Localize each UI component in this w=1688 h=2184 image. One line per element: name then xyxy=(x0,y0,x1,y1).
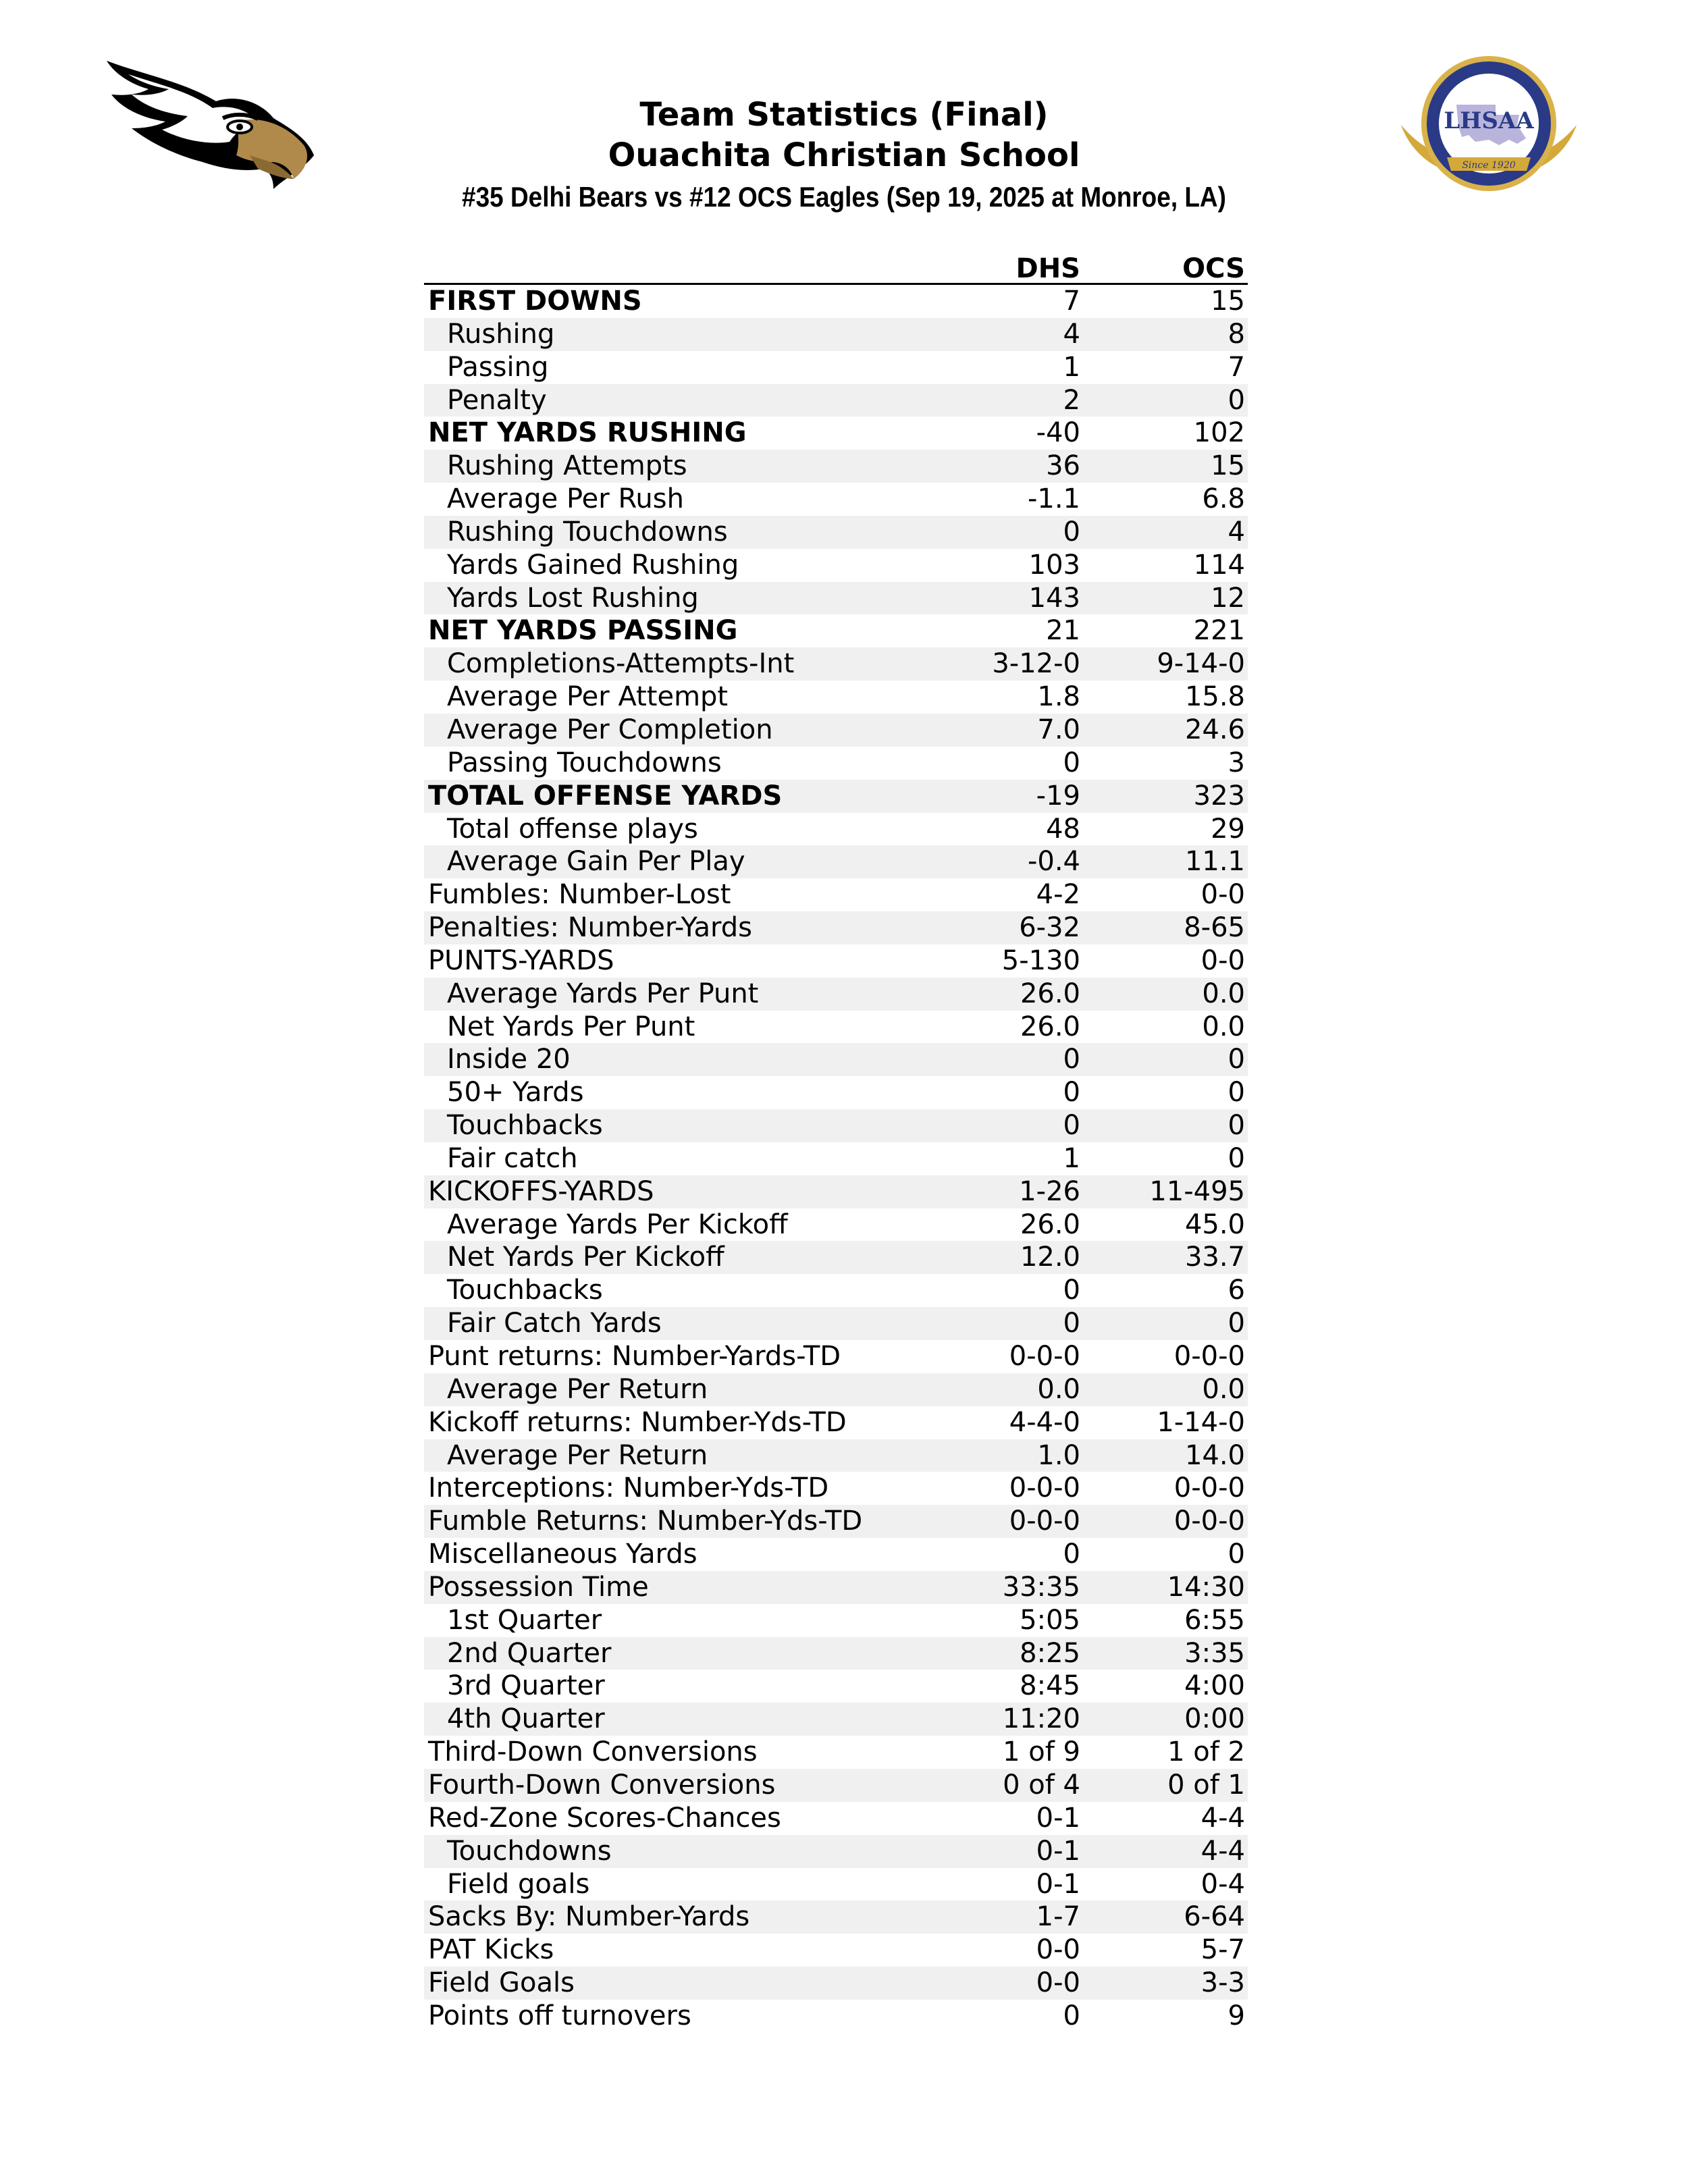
stat-value-dhs: 0-0 xyxy=(1036,1967,1080,1999)
stat-value-ocs: 14:30 xyxy=(1167,1571,1245,1603)
stat-value-dhs: 0-0-0 xyxy=(1009,1341,1080,1372)
table-row xyxy=(424,1967,1248,2000)
stat-label: Kickoff returns: Number-Yds-TD xyxy=(428,1406,847,1438)
stat-label: Completions-Attempts-Int xyxy=(447,648,795,680)
stat-value-dhs: 0-1 xyxy=(1036,1868,1080,1900)
stat-label: Passing Touchdowns xyxy=(447,747,722,778)
stat-label: Points off turnovers xyxy=(428,2000,691,2031)
stat-value-dhs: 4-2 xyxy=(1036,879,1080,911)
team-stats-table xyxy=(424,252,1248,2033)
stat-value-dhs: 8:25 xyxy=(1020,1637,1080,1669)
matchup-line: #35 Delhi Bears vs #12 OCS Eagles (Sep 19, 2025 at Monroe, LA) xyxy=(462,181,1226,213)
table-row xyxy=(424,1307,1248,1340)
table-header xyxy=(424,252,1248,285)
svg-text:LHSAA: LHSAA xyxy=(1444,107,1534,134)
stat-value-ocs: 0 xyxy=(1228,1044,1245,1075)
stat-value-ocs: 3-3 xyxy=(1201,1967,1245,1999)
table-row xyxy=(424,878,1248,911)
stat-value-dhs: 26.0 xyxy=(1020,1208,1080,1240)
stat-label: 4th Quarter xyxy=(447,1703,605,1735)
stat-value-ocs: 3:35 xyxy=(1184,1637,1245,1669)
stat-value-dhs: 6-32 xyxy=(1019,912,1080,944)
stat-value-ocs: 0:00 xyxy=(1184,1703,1245,1735)
stat-value-dhs: 7.0 xyxy=(1037,714,1080,745)
stat-value-dhs: 1.8 xyxy=(1037,681,1080,713)
stat-value-dhs: 1 xyxy=(1063,1142,1080,1174)
table-row xyxy=(424,1802,1248,1835)
stat-label: Average Per Completion xyxy=(447,714,773,745)
stat-value-ocs: 7 xyxy=(1228,351,1245,383)
stat-value-dhs: 0-1 xyxy=(1036,1835,1080,1867)
table-row xyxy=(424,1011,1248,1044)
table-row xyxy=(424,1274,1248,1307)
stat-value-ocs: 0.0 xyxy=(1202,978,1245,1009)
stat-label: Net Yards Per Punt xyxy=(447,1011,695,1042)
table-row xyxy=(424,681,1248,714)
stat-value-ocs: 29 xyxy=(1211,813,1245,845)
table-row xyxy=(424,285,1248,318)
stat-value-dhs: 26.0 xyxy=(1020,978,1080,1009)
stat-value-ocs: 8-65 xyxy=(1184,912,1245,944)
stat-value-dhs: 0 xyxy=(1063,1110,1080,1142)
stat-label: Rushing xyxy=(447,318,555,350)
report-title: Team Statistics (Final) xyxy=(639,96,1049,134)
stat-value-dhs: 48 xyxy=(1046,813,1080,845)
stat-value-ocs: 323 xyxy=(1193,780,1245,811)
stat-value-ocs: 0 xyxy=(1228,1110,1245,1142)
stat-value-ocs: 9-14-0 xyxy=(1157,648,1245,680)
table-row xyxy=(424,1604,1248,1637)
table-row xyxy=(424,450,1248,483)
table-row xyxy=(424,647,1248,681)
stat-value-ocs: 8 xyxy=(1228,318,1245,350)
table-row xyxy=(424,978,1248,1011)
table-row xyxy=(424,1571,1248,1604)
stat-label: NET YARDS PASSING xyxy=(428,615,738,647)
table-row xyxy=(424,1472,1248,1505)
stat-value-dhs: 11:20 xyxy=(1002,1703,1080,1735)
stat-label: Field goals xyxy=(447,1868,590,1900)
stat-label: PAT Kicks xyxy=(428,1934,554,1966)
stat-value-dhs: 3-12-0 xyxy=(992,648,1080,680)
stat-value-dhs: 4 xyxy=(1063,318,1080,350)
stat-value-ocs: 4-4 xyxy=(1201,1802,1245,1834)
stat-value-dhs: 1 xyxy=(1063,351,1080,383)
stat-value-dhs: 0 xyxy=(1063,516,1080,548)
stat-value-dhs: 1-7 xyxy=(1036,1901,1080,1933)
stat-value-ocs: 114 xyxy=(1193,549,1245,581)
stat-value-dhs: 0 xyxy=(1063,747,1080,778)
stat-value-ocs: 3 xyxy=(1228,747,1245,778)
stat-value-dhs: 21 xyxy=(1046,615,1080,647)
table-row xyxy=(424,1439,1248,1472)
table-row xyxy=(424,1670,1248,1703)
stat-label: Rushing Touchdowns xyxy=(447,516,728,548)
stat-value-ocs: 0-4 xyxy=(1201,1868,1245,1900)
stat-label: Touchbacks xyxy=(447,1110,603,1142)
stat-value-dhs: 26.0 xyxy=(1020,1011,1080,1042)
stat-label: Third-Down Conversions xyxy=(428,1736,758,1768)
stat-value-ocs: 6:55 xyxy=(1184,1604,1245,1636)
stat-value-dhs: 0-0-0 xyxy=(1009,1506,1080,1537)
stat-value-ocs: 4:00 xyxy=(1184,1670,1245,1702)
table-row xyxy=(424,1505,1248,1538)
stat-label: 50+ Yards xyxy=(447,1077,584,1109)
stat-label: Yards Lost Rushing xyxy=(447,582,699,614)
table-row xyxy=(424,1142,1248,1175)
table-row xyxy=(424,944,1248,978)
school-name: Ouachita Christian School xyxy=(608,136,1080,174)
report-header xyxy=(0,95,1688,217)
stat-value-dhs: 36 xyxy=(1046,450,1080,482)
stat-label: Fair Catch Yards xyxy=(447,1308,662,1339)
stat-value-ocs: 6.8 xyxy=(1202,483,1245,515)
table-row xyxy=(424,351,1248,384)
svg-text:Since 1920: Since 1920 xyxy=(1462,160,1516,171)
stat-label: PUNTS-YARDS xyxy=(428,944,614,976)
table-row xyxy=(424,911,1248,944)
table-row xyxy=(424,780,1248,813)
table-row xyxy=(424,1703,1248,1736)
table-row xyxy=(424,549,1248,582)
table-row xyxy=(424,1109,1248,1142)
stat-value-dhs: 8:45 xyxy=(1020,1670,1080,1702)
table-row xyxy=(424,1241,1248,1274)
stat-label: Yards Gained Rushing xyxy=(447,549,739,581)
stat-value-ocs: 4-4 xyxy=(1201,1835,1245,1867)
stat-value-ocs: 0 xyxy=(1228,384,1245,416)
stat-label: Rushing Attempts xyxy=(447,450,687,482)
stat-label: Penalty xyxy=(447,384,547,416)
stat-value-dhs: 5:05 xyxy=(1020,1604,1080,1636)
stat-value-dhs: -19 xyxy=(1036,780,1080,811)
table-row xyxy=(424,714,1248,747)
table-row xyxy=(424,614,1248,647)
stat-value-dhs: 5-130 xyxy=(1001,944,1080,976)
stat-value-ocs: 1 of 2 xyxy=(1167,1736,1245,1768)
stat-label: Average Per Rush xyxy=(447,483,684,515)
stat-value-ocs: 6 xyxy=(1228,1275,1245,1306)
table-row xyxy=(424,1340,1248,1373)
stat-value-ocs: 15 xyxy=(1211,286,1245,317)
stat-label: Field Goals xyxy=(428,1967,575,1999)
stat-label: Touchbacks xyxy=(447,1275,603,1306)
table-body xyxy=(424,285,1248,2033)
stat-label: Punt returns: Number-Yards-TD xyxy=(428,1341,841,1372)
stat-value-ocs: 0-0-0 xyxy=(1173,1472,1245,1504)
stat-value-dhs: 2 xyxy=(1063,384,1080,416)
table-row xyxy=(424,1175,1248,1208)
stat-value-ocs: 33.7 xyxy=(1184,1242,1245,1273)
table-row xyxy=(424,1373,1248,1406)
table-row xyxy=(424,1934,1248,1967)
stat-value-dhs: -0.4 xyxy=(1027,846,1080,878)
stat-value-dhs: 0 xyxy=(1063,1539,1080,1570)
table-row xyxy=(424,1043,1248,1076)
table-row xyxy=(424,582,1248,615)
stat-label: Net Yards Per Kickoff xyxy=(447,1242,724,1273)
stat-value-ocs: 221 xyxy=(1193,615,1245,647)
table-row xyxy=(424,1868,1248,1901)
stat-label: Penalties: Number-Yards xyxy=(428,912,752,944)
stat-value-ocs: 0-0-0 xyxy=(1173,1506,1245,1537)
stat-label: Interceptions: Number-Yds-TD xyxy=(428,1472,829,1504)
stat-value-ocs: 0.0 xyxy=(1202,1011,1245,1042)
stat-value-dhs: 143 xyxy=(1028,582,1080,614)
table-row xyxy=(424,845,1248,878)
stat-label: Possession Time xyxy=(428,1571,649,1603)
stat-value-ocs: 0.0 xyxy=(1202,1373,1245,1405)
stat-value-dhs: 33:35 xyxy=(1002,1571,1080,1603)
table-row xyxy=(424,483,1248,516)
stat-value-dhs: 0 xyxy=(1063,1044,1080,1075)
stat-label: Average Per Return xyxy=(447,1373,708,1405)
stat-value-ocs: 5-7 xyxy=(1201,1934,1245,1966)
stat-value-ocs: 4 xyxy=(1228,516,1245,548)
stat-label: Sacks By: Number-Yards xyxy=(428,1901,750,1933)
stat-label: TOTAL OFFENSE YARDS xyxy=(428,780,783,811)
stat-value-ocs: 102 xyxy=(1193,417,1245,449)
table-row xyxy=(424,417,1248,450)
table-row xyxy=(424,747,1248,780)
stat-label: Average Yards Per Punt xyxy=(447,978,759,1009)
stat-value-dhs: 4-4-0 xyxy=(1009,1406,1080,1438)
stat-label: Touchdowns xyxy=(447,1835,612,1867)
stat-label: NET YARDS RUSHING xyxy=(428,417,747,449)
stat-value-dhs: 12.0 xyxy=(1020,1242,1080,1273)
stat-label: Average Per Attempt xyxy=(447,681,729,713)
table-row xyxy=(424,1637,1248,1670)
stat-value-ocs: 0-0 xyxy=(1201,879,1245,911)
table-row xyxy=(424,1900,1248,1934)
stat-label: 2nd Quarter xyxy=(447,1637,612,1669)
stat-label: 3rd Quarter xyxy=(447,1670,605,1702)
stat-value-dhs: 0.0 xyxy=(1037,1373,1080,1405)
stat-value-dhs: -1.1 xyxy=(1027,483,1080,515)
stat-label: Average Yards Per Kickoff xyxy=(447,1208,788,1240)
table-row xyxy=(424,1076,1248,1109)
table-row xyxy=(424,1208,1248,1242)
stat-value-dhs: 7 xyxy=(1063,286,1080,317)
table-row xyxy=(424,384,1248,417)
table-row xyxy=(424,1736,1248,1769)
table-row xyxy=(424,2000,1248,2033)
stat-value-ocs: 0 xyxy=(1228,1077,1245,1109)
table-row xyxy=(424,1769,1248,1802)
table-row xyxy=(424,1835,1248,1868)
stat-label: 1st Quarter xyxy=(447,1604,602,1636)
stat-value-ocs: 15 xyxy=(1211,450,1245,482)
stat-value-ocs: 11-495 xyxy=(1149,1175,1245,1207)
stat-value-dhs: 0 xyxy=(1063,1308,1080,1339)
stat-value-ocs: 0 xyxy=(1228,1539,1245,1570)
stat-value-ocs: 12 xyxy=(1211,582,1245,614)
stat-value-dhs: 0 of 4 xyxy=(1003,1769,1080,1801)
stat-value-ocs: 15.8 xyxy=(1184,681,1245,713)
column-header-dhs: DHS xyxy=(1016,253,1080,284)
stat-value-ocs: 0 xyxy=(1228,1308,1245,1339)
stat-value-ocs: 0 of 1 xyxy=(1167,1769,1245,1801)
stat-value-dhs: 0 xyxy=(1063,2000,1080,2031)
stat-label: KICKOFFS-YARDS xyxy=(428,1175,654,1207)
stat-value-dhs: 0 xyxy=(1063,1077,1080,1109)
table-row xyxy=(424,813,1248,846)
stat-value-ocs: 11.1 xyxy=(1184,846,1245,878)
stat-label: Inside 20 xyxy=(447,1044,571,1075)
stat-label: Total offense plays xyxy=(447,813,698,845)
stat-value-ocs: 14.0 xyxy=(1184,1439,1245,1471)
stat-value-ocs: 9 xyxy=(1228,2000,1245,2031)
table-row xyxy=(424,318,1248,351)
stat-label: Passing xyxy=(447,351,549,383)
stat-label: FIRST DOWNS xyxy=(428,286,642,317)
stat-label: Miscellaneous Yards xyxy=(428,1539,697,1570)
stat-value-ocs: 0-0 xyxy=(1201,944,1245,976)
stat-label: Fumbles: Number-Lost xyxy=(428,879,731,911)
stat-value-dhs: 1-26 xyxy=(1019,1175,1080,1207)
table-row xyxy=(424,516,1248,549)
stat-value-dhs: 0-1 xyxy=(1036,1802,1080,1834)
stat-label: Average Gain Per Play xyxy=(447,846,745,878)
stat-label: Fourth-Down Conversions xyxy=(428,1769,776,1801)
stat-value-ocs: 45.0 xyxy=(1184,1208,1245,1240)
stat-value-dhs: 0-0-0 xyxy=(1009,1472,1080,1504)
stat-label: Red-Zone Scores-Chances xyxy=(428,1802,781,1834)
stat-label: Fumble Returns: Number-Yds-TD xyxy=(428,1506,863,1537)
stat-value-dhs: 103 xyxy=(1028,549,1080,581)
stat-value-ocs: 0 xyxy=(1228,1142,1245,1174)
stat-label: Fair catch xyxy=(447,1142,578,1174)
stat-value-dhs: 1 of 9 xyxy=(1003,1736,1080,1768)
stat-value-ocs: 0-0-0 xyxy=(1173,1341,1245,1372)
stat-value-ocs: 24.6 xyxy=(1184,714,1245,745)
stat-value-dhs: 0-0 xyxy=(1036,1934,1080,1966)
column-header-ocs: OCS xyxy=(1182,253,1245,284)
stat-value-dhs: 1.0 xyxy=(1037,1439,1080,1471)
stat-value-ocs: 6-64 xyxy=(1184,1901,1245,1933)
stat-value-dhs: 0 xyxy=(1063,1275,1080,1306)
stat-value-dhs: -40 xyxy=(1036,417,1080,449)
stat-value-ocs: 1-14-0 xyxy=(1157,1406,1245,1438)
table-row xyxy=(424,1538,1248,1571)
table-row xyxy=(424,1406,1248,1439)
stat-label: Average Per Return xyxy=(447,1439,708,1471)
